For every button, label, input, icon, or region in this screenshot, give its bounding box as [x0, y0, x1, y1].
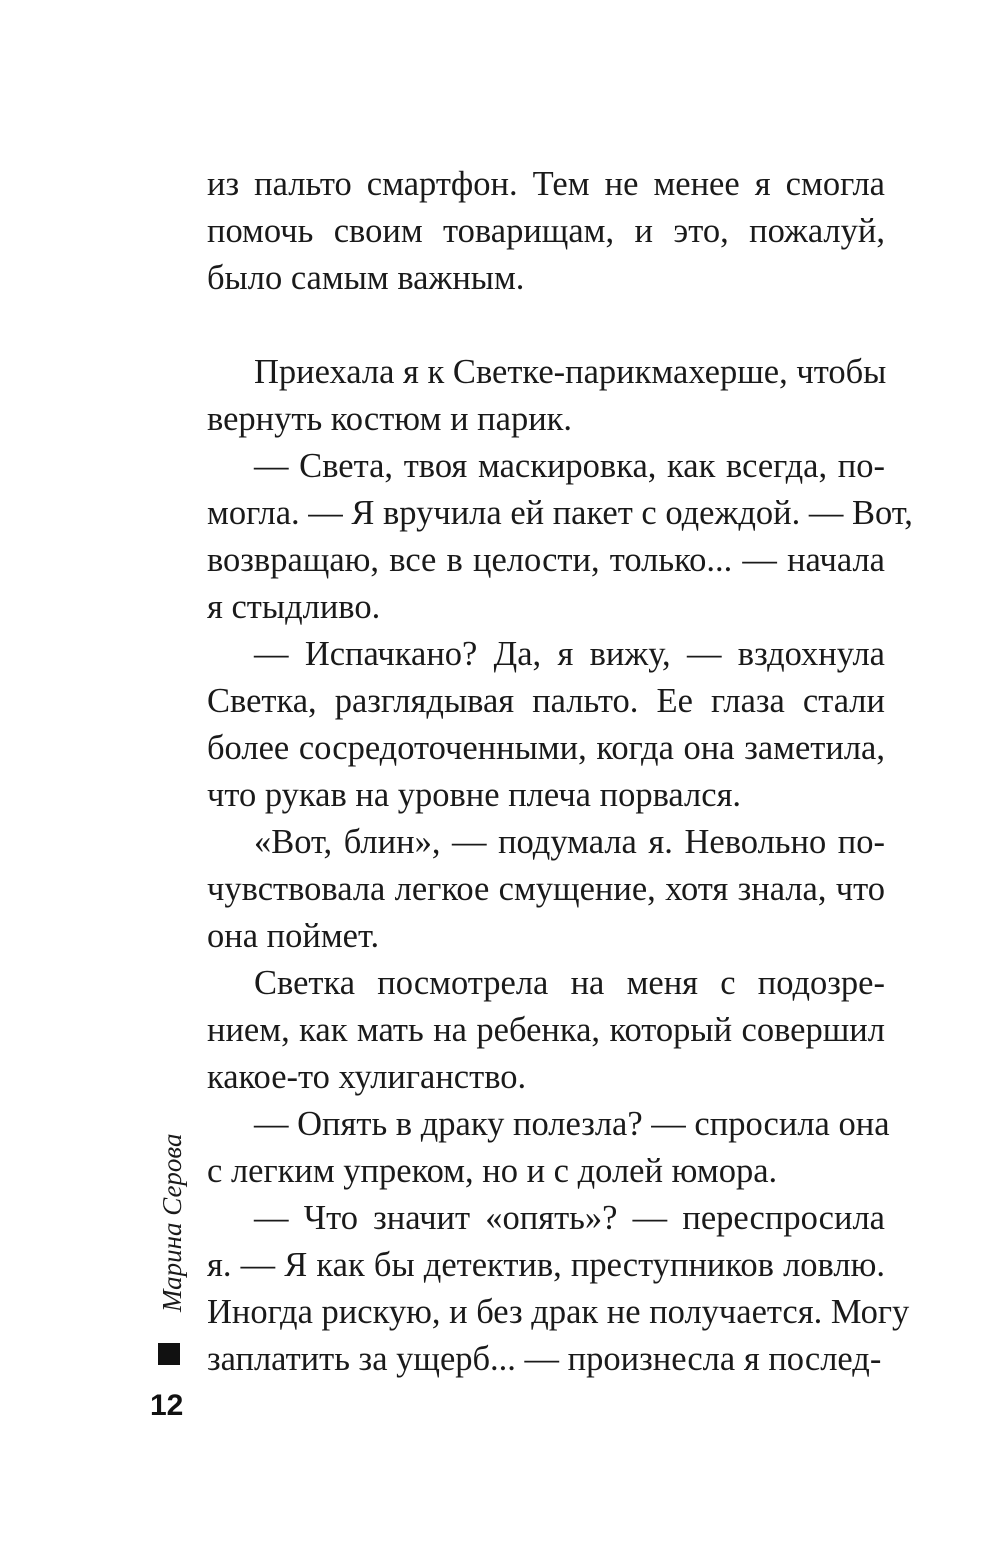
text-line: Приехала я к Светке-парикмахерше, чтобы	[254, 353, 887, 391]
text-line: я. — Я как бы детектив, преступников ловлю.	[207, 1246, 885, 1284]
paragraph	[207, 1195, 910, 1383]
text-line: вернуть костюм и парик.	[207, 400, 573, 438]
text-line: из пальто смартфон. Тем не менее я смогла	[207, 165, 885, 203]
text-line: более сосредоточенными, когда она заметила,	[207, 729, 885, 767]
text-line: заплатить за ущерб... — произнесла я послед-	[207, 1340, 882, 1378]
text-line: я стыдливо.	[207, 588, 381, 626]
text-line: какое-то хулиганство.	[207, 1058, 527, 1096]
text-line: она поймет.	[207, 917, 380, 955]
text-line: — Света, твоя маскировка, как всегда, по-	[254, 447, 885, 485]
paragraph-gap	[207, 302, 885, 349]
running-header-author: Марина Серова	[157, 1133, 187, 1312]
paragraph	[207, 631, 885, 819]
paragraph	[207, 819, 885, 960]
text-line: «Вот, блин», — подумала я. Невольно по-	[254, 823, 885, 861]
text-line: Иногда рискую, и без драк не получается. Могу	[207, 1293, 910, 1331]
paragraph	[207, 1101, 890, 1195]
text-line: с легким упреком, но и с долей юмора.	[207, 1152, 778, 1190]
paragraph	[207, 960, 885, 1101]
text-line: — Опять в драку полезла? — спросила она	[254, 1105, 890, 1143]
text-line: возвращаю, все в целости, только... — начала	[207, 541, 885, 579]
text-line: Светка, разглядывая пальто. Ее глаза стали	[207, 682, 885, 720]
text-line: — Испачкано? Да, я вижу, — вздохнула	[254, 635, 885, 673]
text-line: чувствовала легкое смущение, хотя знала, что	[207, 870, 885, 908]
text-line: — Что значит «опять»? — переспросила	[254, 1199, 885, 1237]
text-line: нием, как мать на ребенка, который совершил	[207, 1011, 885, 1049]
text-line: что рукав на уровне плеча порвался.	[207, 776, 742, 814]
body-text	[207, 161, 913, 1383]
paragraph	[207, 443, 913, 631]
text-line: могла. — Я вручила ей пакет с одеждой. — Вот,	[207, 494, 913, 532]
square-marker-icon	[158, 1343, 180, 1365]
page-number: 12	[150, 1389, 184, 1422]
text-line: помочь своим товарищам, и это, пожалуй,	[207, 212, 885, 250]
text-line: было самым важным.	[207, 259, 525, 297]
paragraph	[207, 161, 885, 302]
text-line: Светка посмотрела на меня с подозре-	[254, 964, 885, 1002]
paragraph	[207, 349, 885, 443]
